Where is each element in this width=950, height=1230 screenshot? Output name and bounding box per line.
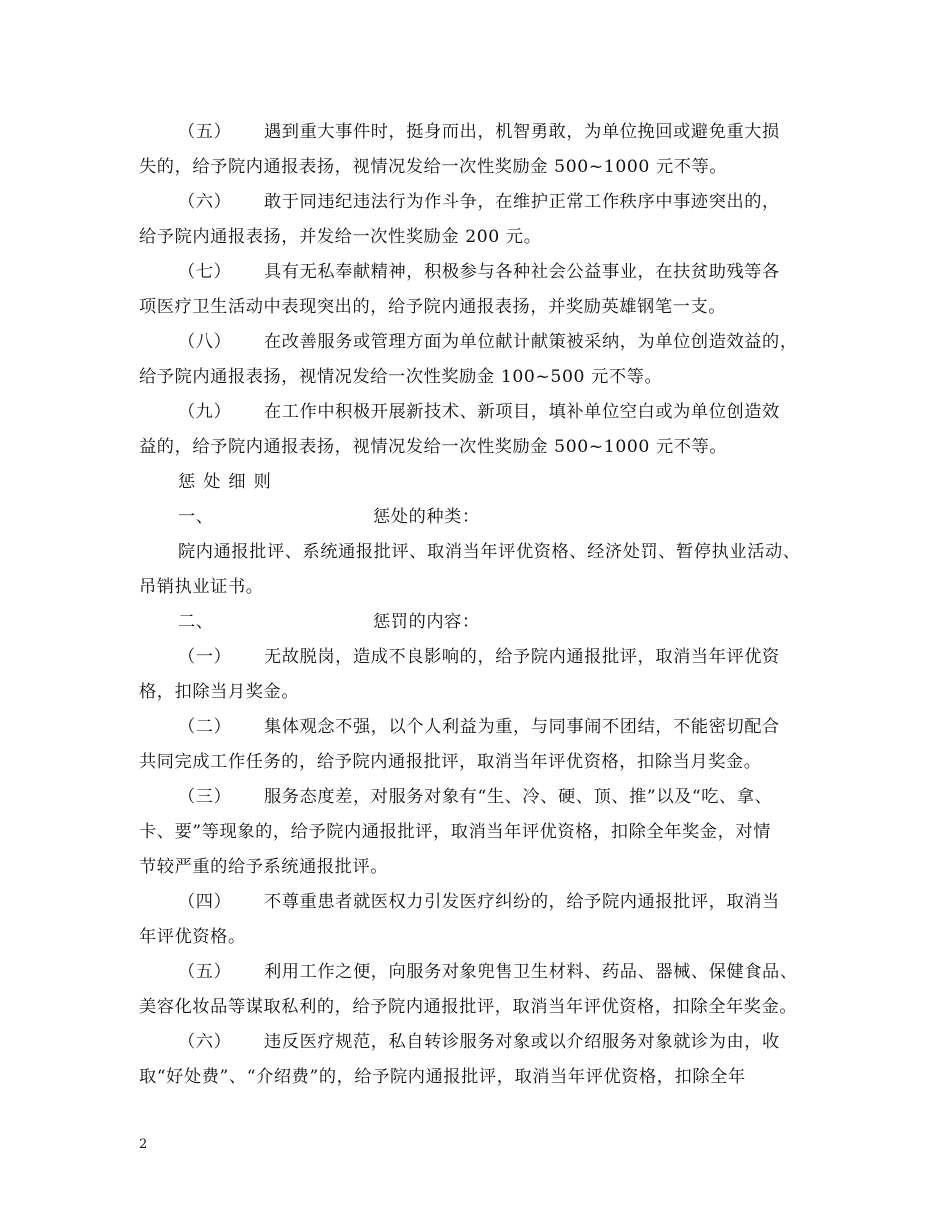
page-number: 2 xyxy=(139,1137,148,1152)
section-heading: 惩处细则 xyxy=(178,472,279,492)
paragraph-text: 违反医疗规范，私自转诊服务对象或以介绍服务对象就诊为由，收 xyxy=(264,1032,780,1052)
paragraph-line: 格，扣除当月奖金。 xyxy=(139,682,300,702)
paragraph-line xyxy=(178,645,780,669)
paragraph-line xyxy=(178,785,772,809)
paragraph-line: 给予院内通报表扬，视情况发给一次性奖励金 100~500 元不等。 xyxy=(139,367,663,387)
paragraph-line: 共同完成工作任务的，给予院内通报批评，取消当年评优资格，扣除当月奖金。 xyxy=(139,752,762,772)
paragraph-line xyxy=(178,330,798,354)
paragraph-text: 不尊重患者就医权力引发医疗纠纷的，给予院内通报批评，取消当 xyxy=(264,892,780,912)
section-number: 二、 xyxy=(178,612,214,632)
paragraph-line: 项医疗卫生活动中表现突出的，给予院内通报表扬，并奖励英雄钢笔一支。 xyxy=(139,297,726,317)
item-number: （六） xyxy=(178,192,232,212)
paragraph-line: 年评优资格。 xyxy=(139,927,246,947)
paragraph-line xyxy=(178,715,780,739)
paragraph-line xyxy=(178,260,780,284)
item-number: （五） xyxy=(178,122,232,142)
section-number: 一、 xyxy=(178,507,214,527)
section-title-line xyxy=(178,610,480,634)
paragraph-text: 在改善服务或管理方面为单位献计献策被采纳，为单位创造效益的， xyxy=(264,332,798,352)
item-number: （二） xyxy=(178,717,232,737)
paragraph-line xyxy=(178,190,780,214)
section-title: 惩罚的内容： xyxy=(373,612,480,632)
paragraph-line: 节较严重的给予系统通报批评。 xyxy=(139,857,389,877)
paragraph-text: 具有无私奉献精神，积极参与各种社会公益事业，在扶贫助残等各 xyxy=(264,262,780,282)
paragraph-text: 在工作中积极开展新技术、新项目，填补单位空白或为单位创造效 xyxy=(264,402,780,422)
paragraph-line: 失的，给予院内通报表扬，视情况发给一次性奖励金 500~1000 元不等。 xyxy=(139,157,728,177)
paragraph-line xyxy=(178,890,780,914)
item-number: （八） xyxy=(178,332,232,352)
item-number: （七） xyxy=(178,262,232,282)
paragraph-text: 敢于同违纪违法行为作斗争，在维护正常工作秩序中事迹突出的， xyxy=(264,192,780,212)
paragraph-text: 无故脱岗，造成不良影响的，给予院内通报批评，取消当年评优资 xyxy=(264,647,780,667)
paragraph-line xyxy=(178,960,798,984)
paragraph-text: 集体观念不强，以个人利益为重，与同事闹不团结，不能密切配合 xyxy=(264,717,780,737)
item-number: （四） xyxy=(178,892,232,912)
paragraph-text: 利用工作之便，向服务对象兜售卫生材料、药品、器械、保健食品、 xyxy=(264,962,798,982)
paragraph-line xyxy=(178,400,780,424)
paragraph-line: 吊销执业证书。 xyxy=(139,577,264,597)
paragraph-text: 服务态度差，对服务对象有“生、冷、硬、顶、推”以及“吃、拿、 xyxy=(264,787,773,807)
section-title-line xyxy=(178,505,480,529)
paragraph-line: 取“好处费”、“介绍费”的，给予院内通报批评，取消当年评优资格，扣除全年 xyxy=(139,1067,746,1087)
paragraph-line: 益的，给予院内通报表扬，视情况发给一次性奖励金 500~1000 元不等。 xyxy=(139,437,728,457)
paragraph-line: 卡、要”等现象的，给予院内通报批评，取消当年评优资格，扣除全年奖金，对情 xyxy=(139,822,771,842)
item-number: （三） xyxy=(178,787,232,807)
paragraph-line xyxy=(178,120,780,144)
paragraph-line: 给予院内通报表扬，并发给一次性奖励金 200 元。 xyxy=(139,227,542,247)
item-number: （五） xyxy=(178,962,232,982)
item-number: （九） xyxy=(178,402,232,422)
item-number: （一） xyxy=(178,647,232,667)
paragraph-text: 遇到重大事件时，挺身而出，机智勇敢，为单位挽回或避免重大损 xyxy=(264,122,780,142)
paragraph-line: 院内通报批评、系统通报批评、取消当年评优资格、经济处罚、暂停执业活动、 xyxy=(178,542,801,562)
paragraph-line xyxy=(178,1030,780,1054)
paragraph-line: 美容化妆品等谋取私利的，给予院内通报批评，取消当年评优资格，扣除全年奖金。 xyxy=(139,997,798,1017)
section-title: 惩处的种类： xyxy=(373,507,480,527)
item-number: （六） xyxy=(178,1032,232,1052)
